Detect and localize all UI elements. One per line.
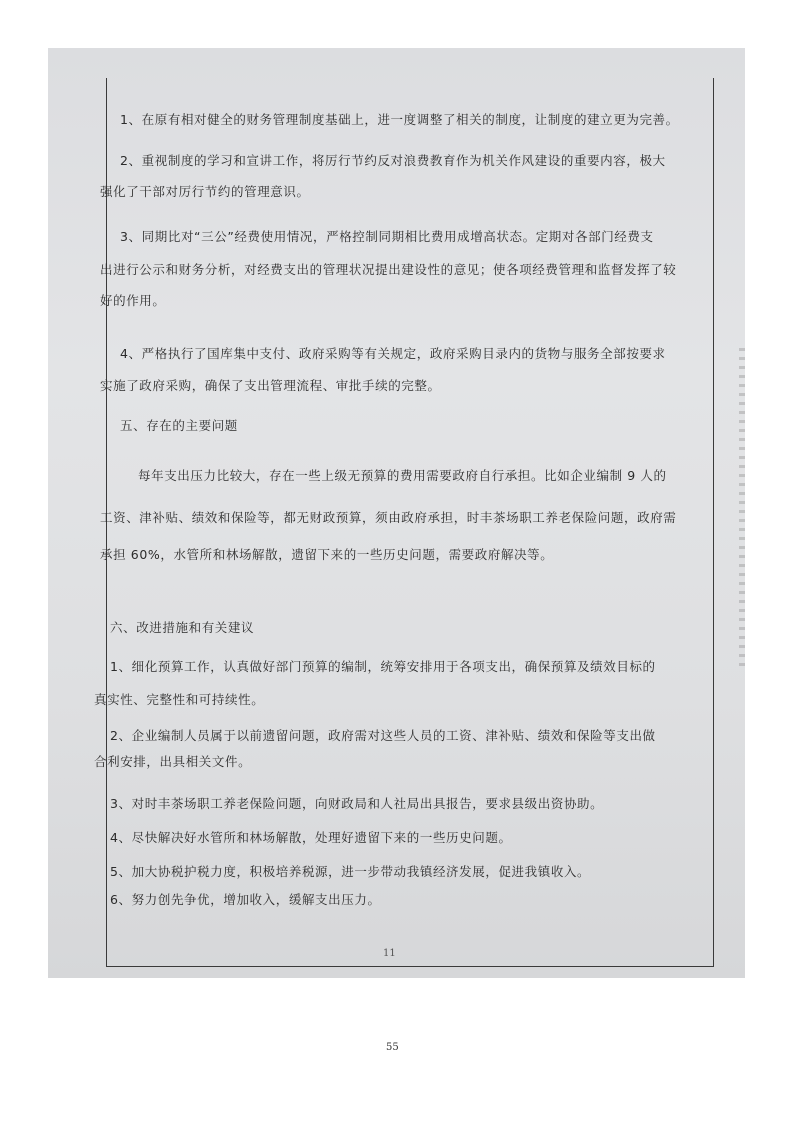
text-line: 3、同期比对“三公”经费使用情况，严格控制同期相比费用成增高状态。定期对各部门经费支 [120, 229, 654, 244]
text-line: 每年支出压力比较大，存在一些上级无预算的费用需要政府自行承担。比如企业编制 9 人的 [138, 468, 667, 483]
text-line: 好的作用。 [100, 293, 166, 308]
section-heading: 五、存在的主要问题 [120, 418, 238, 433]
text-line: 2、企业编制人员属于以前遗留问题，政府需对这些人员的工资、津补贴、绩效和保险等支出做 [110, 728, 656, 743]
text-line: 实施了政府采购，确保了支出管理流程、审批手续的完整。 [100, 378, 441, 393]
text-line: 4、尽快解决好水管所和林场解散，处理好遗留下来的一些历史问题。 [110, 830, 512, 845]
text-line: 承担 60%，水管所和林场解散，遗留下来的一些历史问题，需要政府解决等。 [100, 547, 554, 562]
right-edge-bleed [739, 348, 745, 668]
document-page-number: 55 [386, 1042, 399, 1053]
scanned-page-photo [48, 48, 745, 978]
section-heading: 六、改进措施和有关建议 [110, 620, 255, 635]
text-line: 4、严格执行了国库集中支付、政府采购等有关规定，政府采购目录内的货物与服务全部按要求 [120, 346, 666, 361]
text-line: 2、重视制度的学习和宣讲工作，将厉行节约反对浪费教育作为机关作风建设的重要内容，极大 [120, 153, 666, 168]
text-line: 真实性、完整性和可持续性。 [94, 692, 265, 707]
text-line: 工资、津补贴、绩效和保险等，都无财政预算，须由政府承担，时丰茶场职工养老保险问题，政府需 [100, 510, 677, 525]
text-line: 3、对时丰茶场职工养老保险问题，向财政局和人社局出具报告，要求县级出资协助。 [110, 796, 604, 811]
text-line: 1、在原有相对健全的财务管理制度基础上，进一度调整了相关的制度，让制度的建立更为完善。 [120, 112, 679, 127]
text-line: 出进行公示和财务分析，对经费支出的管理状况提出建设性的意见；使各项经费管理和监督发挥了较 [100, 262, 677, 277]
text-line: 5、加大协税护税力度，积极培养税源，进一步带动我镇经济发展，促进我镇收入。 [110, 864, 591, 879]
text-line: 1、细化预算工作，认真做好部门预算的编制，统筹安排用于各项支出，确保预算及绩效目标的 [110, 659, 656, 674]
text-line: 合利安排，出具相关文件。 [94, 754, 252, 769]
text-line: 强化了干部对厉行节约的管理意识。 [100, 184, 310, 199]
text-line: 6、努力创先争优，增加收入，缓解支出压力。 [110, 892, 381, 907]
photo-page-number: 11 [383, 948, 396, 959]
